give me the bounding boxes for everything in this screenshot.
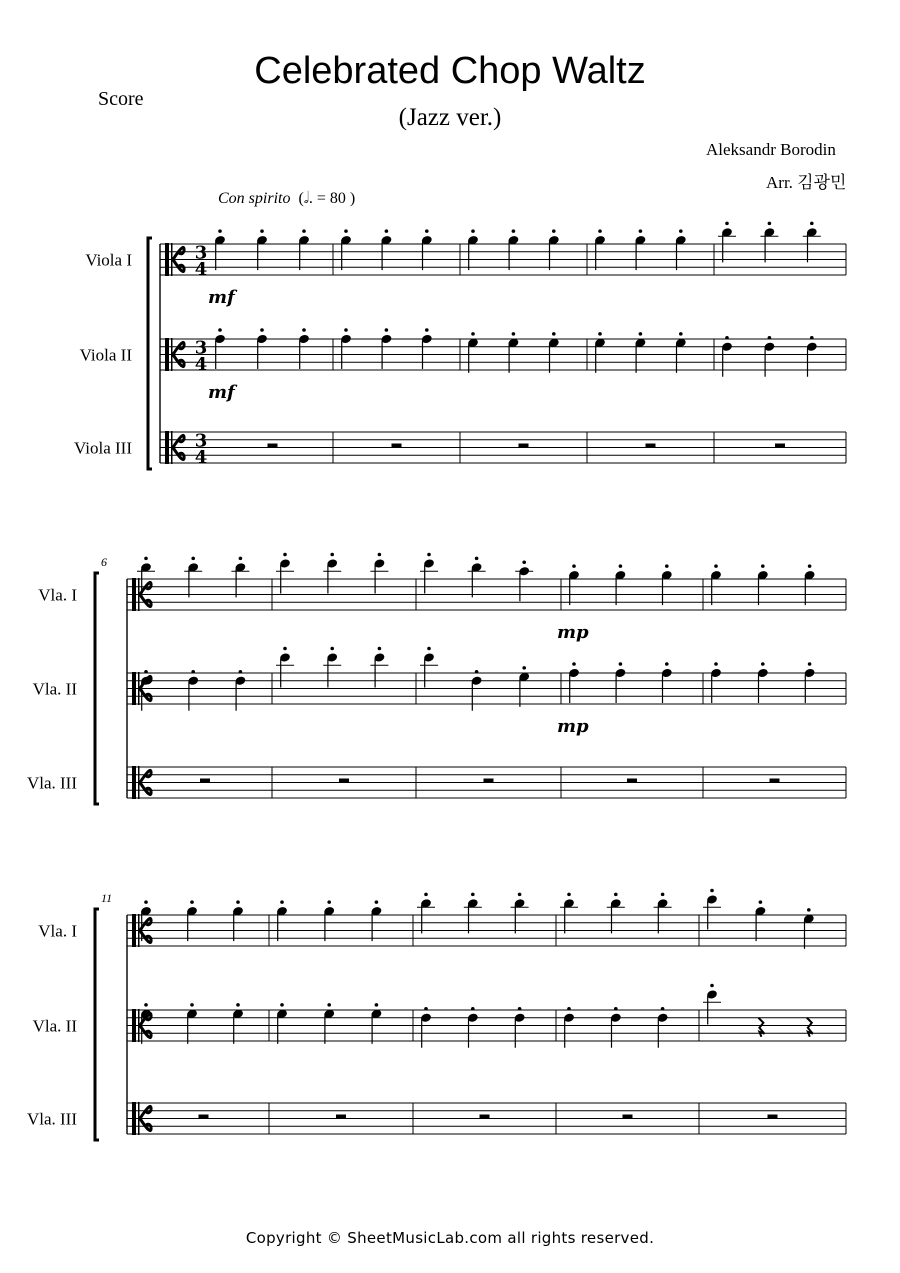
staccato-dot <box>385 229 389 233</box>
staccato-dot <box>665 564 669 568</box>
staff <box>85 222 846 308</box>
staccato-dot <box>714 662 718 666</box>
instrument-label: Viola III <box>74 438 132 458</box>
staccato-dot <box>144 1003 148 1007</box>
alto-clef-icon <box>132 1009 136 1042</box>
staccato-dot <box>761 662 765 666</box>
staccato-dot <box>260 328 264 332</box>
staccato-dot <box>768 336 772 340</box>
staccato-dot <box>518 1007 522 1011</box>
whole-rest <box>480 1115 490 1119</box>
staccato-dot <box>302 328 306 332</box>
staff <box>33 647 846 737</box>
score-system <box>27 889 846 1140</box>
time-signature-numerator: 3 <box>194 430 208 452</box>
staccato-dot <box>425 229 429 233</box>
staccato-dot <box>190 900 194 904</box>
staccato-dot <box>280 900 284 904</box>
staccato-dot <box>218 229 222 233</box>
dynamic-marking: mf <box>208 287 235 308</box>
staccato-dot <box>344 229 348 233</box>
staccato-dot <box>567 1007 571 1011</box>
tempo-value: = 80 <box>316 190 346 207</box>
staccato-dot <box>471 332 475 336</box>
whole-rest <box>768 1115 778 1119</box>
staccato-dot <box>522 560 526 564</box>
staccato-dot <box>710 984 714 988</box>
staccato-dot <box>385 328 389 332</box>
staccato-dot <box>619 564 623 568</box>
staccato-dot <box>518 893 522 897</box>
measure-number: 11 <box>101 891 113 905</box>
staccato-dot <box>425 328 429 332</box>
staccato-dot <box>144 900 148 904</box>
instrument-label: Viola II <box>79 345 132 365</box>
staccato-dot <box>614 893 618 897</box>
whole-rest <box>339 779 349 783</box>
staccato-dot <box>639 229 643 233</box>
staccato-dot <box>808 662 812 666</box>
staccato-dot <box>424 1007 428 1011</box>
staccato-dot <box>475 557 479 561</box>
staccato-dot <box>424 893 428 897</box>
staccato-dot <box>302 229 306 233</box>
staccato-dot <box>759 900 763 904</box>
arranger-credit: Arr. 김광민 <box>766 173 847 192</box>
staccato-dot <box>665 662 669 666</box>
staccato-dot <box>327 1003 331 1007</box>
staccato-dot <box>283 553 287 557</box>
instrument-label: Vla. II <box>32 1016 77 1036</box>
alto-clef-icon <box>132 766 136 799</box>
quarter-rest <box>807 1018 813 1037</box>
staccato-dot <box>567 893 571 897</box>
staccato-dot <box>475 670 479 674</box>
staccato-dot <box>598 229 602 233</box>
score-title: Celebrated Chop Waltz <box>254 50 646 92</box>
staccato-dot <box>239 670 243 674</box>
staccato-dot <box>191 557 195 561</box>
dotted-half-note-icon: 𝅗𝅥. <box>303 190 313 207</box>
staccato-dot <box>661 1007 665 1011</box>
staccato-dot <box>283 647 287 651</box>
dynamic-marking: mp <box>557 622 589 643</box>
staccato-dot <box>639 332 643 336</box>
tempo-text: Con spirito <box>218 190 291 207</box>
staff <box>38 553 846 643</box>
tempo-close-paren: ) <box>345 190 356 207</box>
staccato-dot <box>725 222 729 226</box>
staccato-dot <box>768 222 772 226</box>
whole-rest <box>392 444 402 448</box>
staccato-dot <box>471 1007 475 1011</box>
dynamic-marking: mf <box>208 382 235 403</box>
alto-clef-icon <box>171 431 173 464</box>
alto-clef-icon <box>132 672 136 705</box>
instrument-label: Vla. I <box>38 921 77 941</box>
staccato-dot <box>375 1003 379 1007</box>
measure-number: 6 <box>101 555 107 569</box>
alto-clef-icon <box>165 431 169 464</box>
time-signature-numerator: 3 <box>194 337 208 359</box>
staccato-dot <box>572 564 576 568</box>
staff <box>74 431 846 469</box>
staccato-dot <box>810 336 814 340</box>
staccato-dot <box>808 564 812 568</box>
composer-credit: Aleksandr Borodin <box>706 140 836 159</box>
staccato-dot <box>471 229 475 233</box>
staccato-dot <box>218 328 222 332</box>
alto-clef-icon <box>132 578 136 611</box>
staccato-dot <box>280 1003 284 1007</box>
alto-clef-icon <box>171 243 173 276</box>
whole-rest <box>199 1115 209 1119</box>
staccato-dot <box>191 670 195 674</box>
staccato-dot <box>512 332 516 336</box>
alto-clef-icon <box>138 766 140 799</box>
tempo-open-paren: ( <box>294 190 304 207</box>
alto-clef-icon <box>138 1009 140 1042</box>
staff <box>33 984 846 1048</box>
time-signature-numerator: 3 <box>194 242 208 264</box>
quarter-rest <box>758 1018 764 1037</box>
staccato-dot <box>471 893 475 897</box>
staccato-dot <box>619 662 623 666</box>
whole-rest <box>770 779 780 783</box>
staccato-dot <box>522 666 526 670</box>
time-signature-denominator: 4 <box>194 447 208 468</box>
staccato-dot <box>710 889 714 893</box>
staccato-dot <box>614 1007 618 1011</box>
alto-clef-icon <box>132 1102 136 1135</box>
staccato-dot <box>260 229 264 233</box>
instrument-label: Vla. III <box>26 773 77 793</box>
staccato-dot <box>190 1003 194 1007</box>
alto-clef-icon <box>165 338 169 371</box>
staccato-dot <box>512 229 516 233</box>
staccato-dot <box>330 647 334 651</box>
instrument-label: Vla. II <box>32 679 77 699</box>
staff <box>80 328 846 403</box>
system-bracket <box>148 238 152 469</box>
staccato-dot <box>810 222 814 226</box>
instrument-label: Viola I <box>85 250 132 270</box>
staccato-dot <box>552 229 556 233</box>
staccato-dot <box>239 557 243 561</box>
staccato-dot <box>378 553 382 557</box>
staccato-dot <box>725 336 729 340</box>
staccato-dot <box>236 900 240 904</box>
staccato-dot <box>572 662 576 666</box>
staccato-dot <box>236 1003 240 1007</box>
score-label: Score <box>98 88 144 110</box>
whole-rest <box>775 444 785 448</box>
staccato-dot <box>144 557 148 561</box>
staccato-dot <box>552 332 556 336</box>
alto-clef-icon <box>138 672 140 705</box>
system-bracket <box>95 573 99 804</box>
alto-clef-icon <box>171 338 173 371</box>
system-bracket <box>95 909 99 1140</box>
staccato-dot <box>427 553 431 557</box>
staccato-dot <box>598 332 602 336</box>
whole-rest <box>646 444 656 448</box>
staccato-dot <box>330 553 334 557</box>
staccato-dot <box>344 328 348 332</box>
whole-rest <box>484 779 494 783</box>
staccato-dot <box>327 900 331 904</box>
staccato-dot <box>144 670 148 674</box>
instrument-label: Vla. III <box>26 1109 77 1129</box>
staff <box>27 766 846 799</box>
staccato-dot <box>714 564 718 568</box>
alto-clef-icon <box>132 914 136 947</box>
whole-rest <box>627 779 637 783</box>
whole-rest <box>623 1115 633 1119</box>
score-system <box>27 553 846 804</box>
alto-clef-icon <box>138 1102 140 1135</box>
copyright-footer: Copyright © SheetMusicLab.com all rights reserved. <box>245 1229 655 1247</box>
alto-clef-icon <box>138 914 140 947</box>
staccato-dot <box>375 900 379 904</box>
staccato-dot <box>761 564 765 568</box>
score-subtitle: (Jazz ver.) <box>398 104 502 131</box>
dynamic-marking: mp <box>557 716 589 737</box>
staccato-dot <box>427 647 431 651</box>
whole-rest <box>336 1115 346 1119</box>
alto-clef-icon <box>138 578 140 611</box>
time-signature-denominator: 4 <box>194 354 208 375</box>
staccato-dot <box>661 893 665 897</box>
staccato-dot <box>679 332 683 336</box>
staccato-dot <box>679 229 683 233</box>
time-signature-denominator: 4 <box>194 259 208 280</box>
alto-clef-icon <box>165 243 169 276</box>
whole-rest <box>268 444 278 448</box>
staff <box>38 889 846 949</box>
whole-rest <box>519 444 529 448</box>
score-system <box>74 222 846 469</box>
whole-rest <box>200 779 210 783</box>
instrument-label: Vla. I <box>38 585 77 605</box>
staccato-dot <box>378 647 382 651</box>
staccato-dot <box>807 908 811 912</box>
staff <box>27 1102 846 1135</box>
